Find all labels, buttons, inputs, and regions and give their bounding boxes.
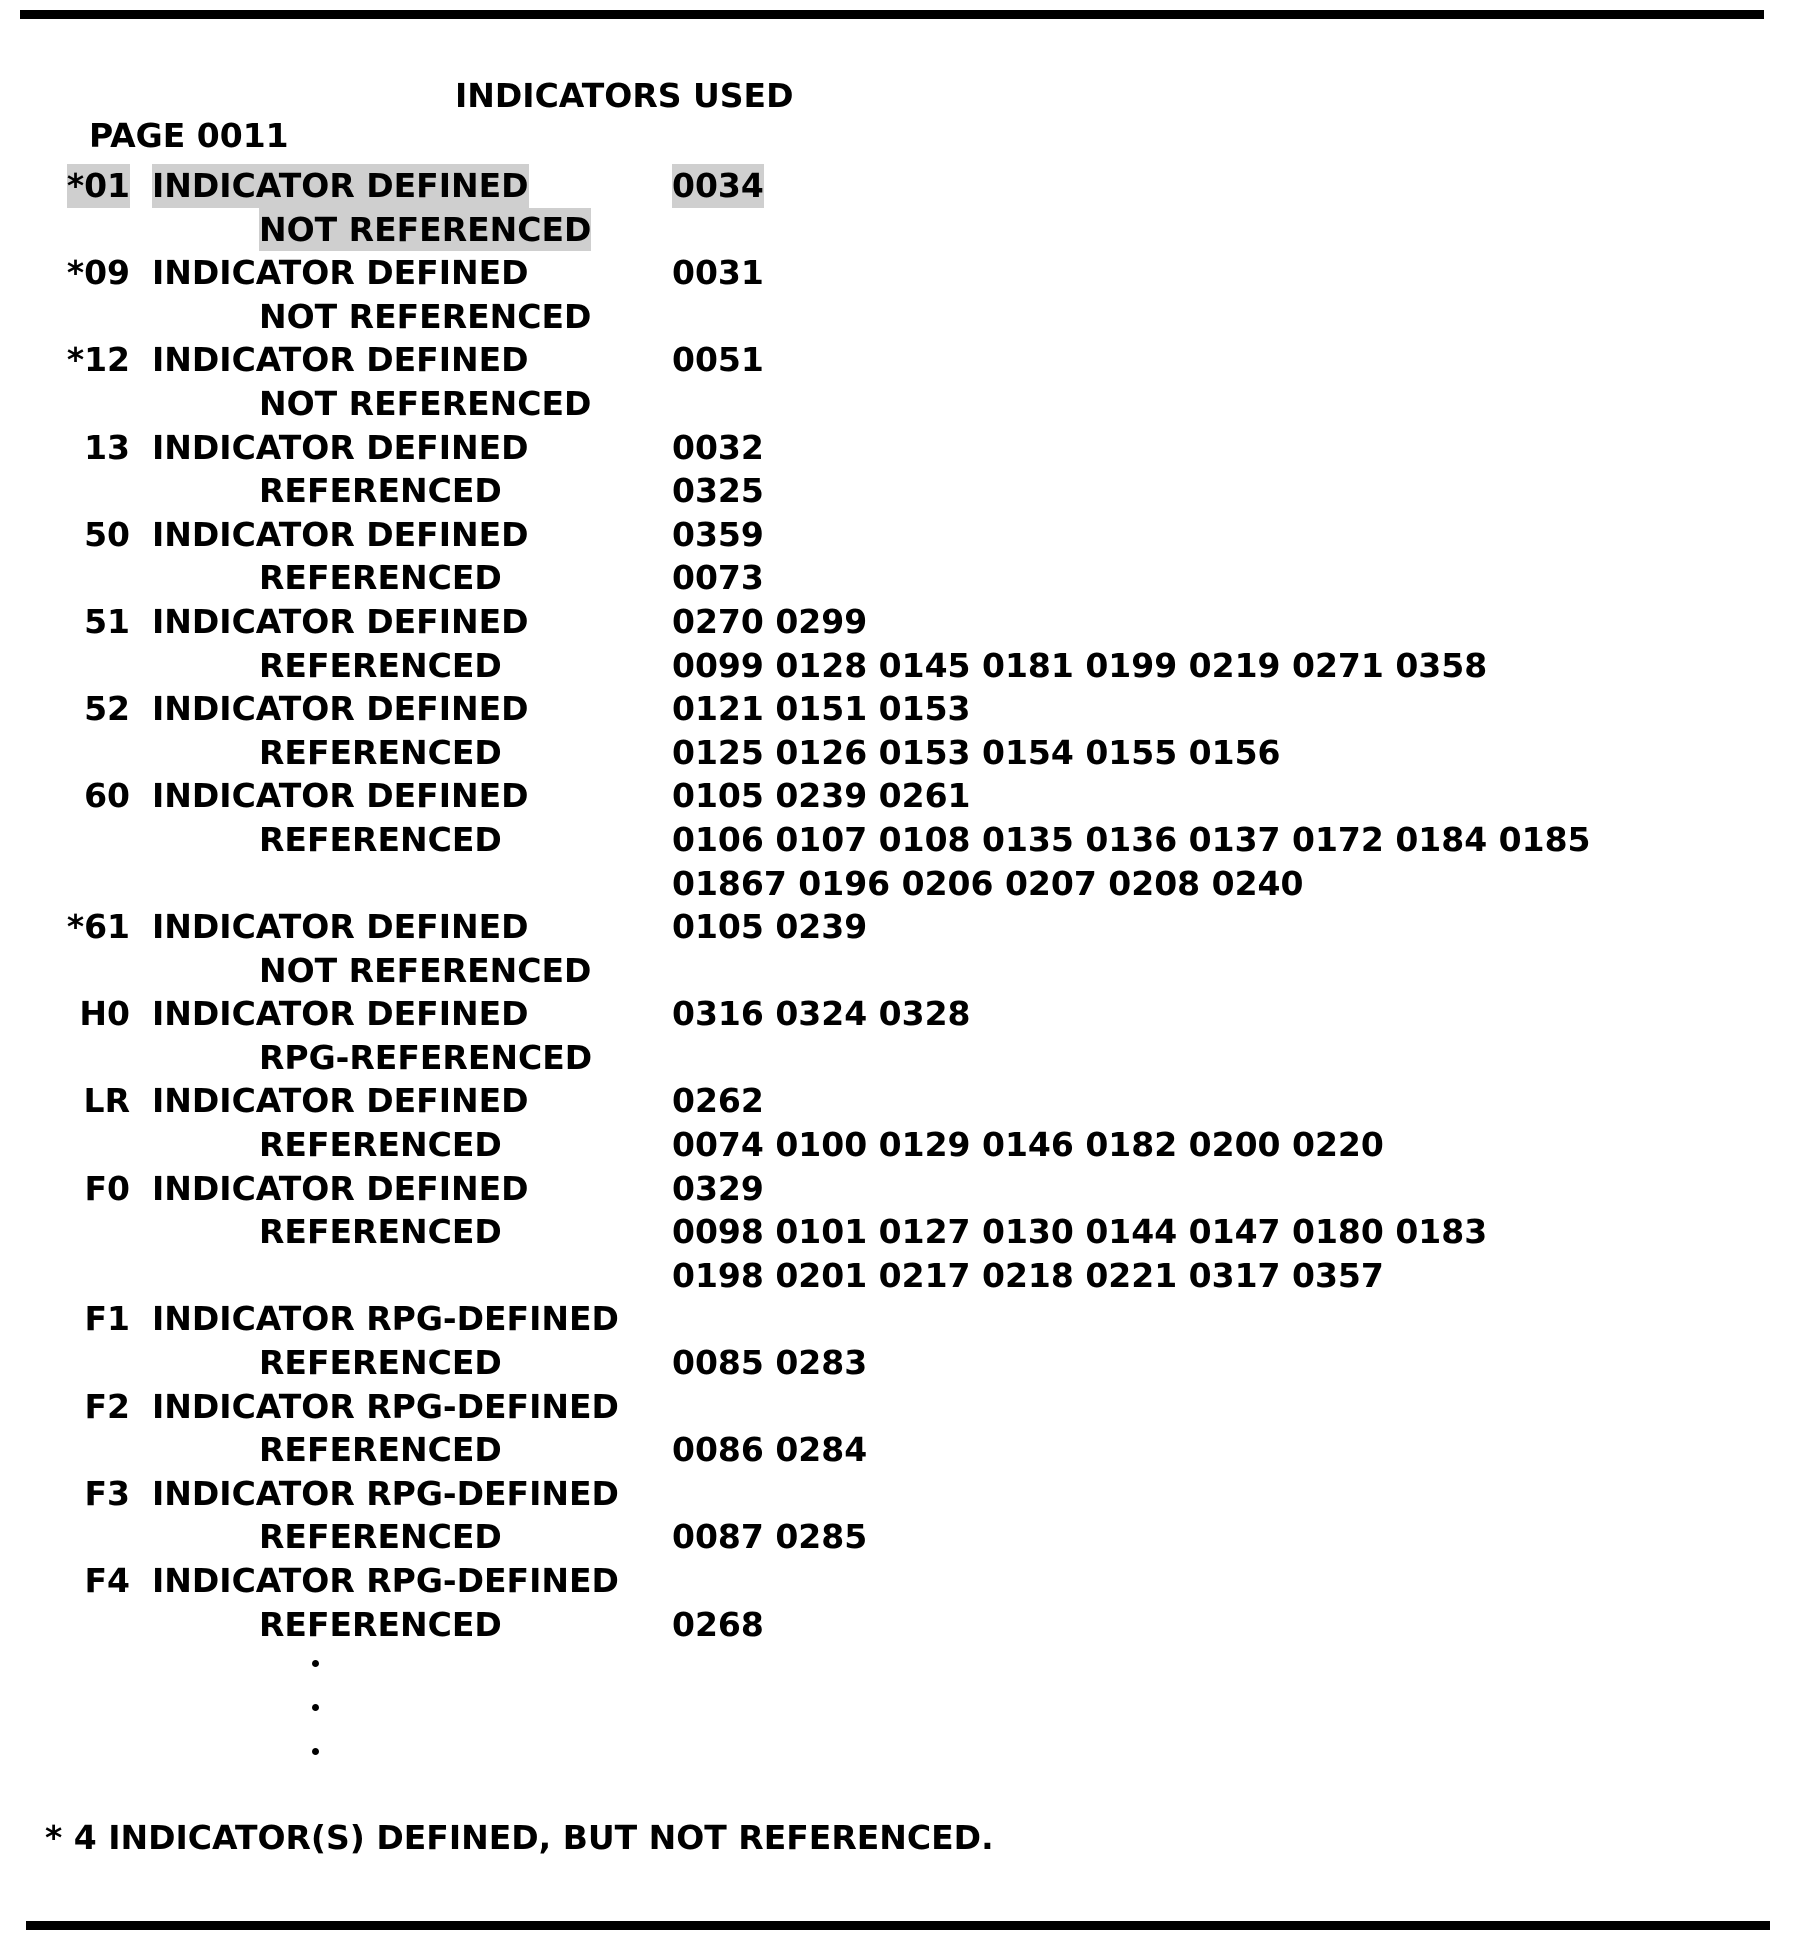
reference-status-label: REFERENCED (259, 471, 502, 511)
indicator-mark (60, 1559, 130, 1603)
indicator-mark (60, 1297, 130, 1341)
reference-status-label: REFERENCED (259, 558, 502, 598)
reference-status-label: RPG-REFERENCED (259, 1037, 593, 1077)
indicator-reference-line (0, 644, 1793, 688)
indicator-mark (60, 426, 130, 470)
indicator-defined-line (0, 513, 1793, 557)
defined-statement-numbers: 0051 (672, 340, 764, 380)
indicator-defined-line (0, 164, 1793, 208)
indicator-id: *09 (66, 253, 130, 293)
indicator-defined-line (0, 1079, 1793, 1123)
defined-label: INDICATOR RPG-DEFINED (152, 1473, 619, 1513)
summary-note: * 4 INDICATOR(S) DEFINED, BUT NOT REFERENCED. (45, 1818, 994, 1857)
reference-status-label: NOT REFERENCED (259, 208, 591, 252)
defined-statement-numbers: 0329 (672, 1168, 764, 1208)
referenced-statement-numbers: 0198 0201 0217 0218 0221 0317 0357 (672, 1255, 1384, 1295)
referenced-statement-numbers: 0086 0284 (672, 1430, 868, 1470)
reference-status-label: NOT REFERENCED (259, 950, 592, 990)
reference-status-label: REFERENCED (259, 1212, 502, 1252)
indicator-id: F3 (84, 1473, 130, 1513)
indicator-id: 60 (84, 776, 130, 816)
indicator-reference-line (0, 556, 1793, 600)
indicator-reference-line (0, 1515, 1793, 1559)
ellipsis-dot (312, 1660, 319, 1667)
indicator-reference-line (0, 731, 1793, 775)
defined-label: INDICATOR DEFINED (152, 253, 529, 293)
reference-status-label: REFERENCED (259, 819, 502, 859)
referenced-statement-numbers: 0087 0285 (672, 1517, 868, 1557)
indicator-defined-line (0, 251, 1793, 295)
indicator-id: H0 (79, 994, 130, 1034)
continuation-dots (312, 1660, 324, 1792)
indicator-mark (60, 1472, 130, 1516)
indicator-reference-line (0, 1036, 1793, 1080)
referenced-statement-numbers: 0268 (672, 1604, 764, 1644)
ellipsis-dot (312, 1704, 319, 1711)
defined-statement-numbers: 0262 (672, 1081, 764, 1121)
indicator-id: F0 (84, 1168, 130, 1208)
referenced-statement-numbers: 0073 (672, 558, 764, 598)
defined-label: INDICATOR DEFINED (152, 427, 529, 467)
indicator-id: LR (83, 1081, 130, 1121)
reference-status-label: REFERENCED (259, 1343, 502, 1383)
indicator-mark (60, 338, 130, 382)
defined-label: INDICATOR DEFINED (152, 164, 529, 208)
defined-statement-numbers: 0031 (672, 253, 764, 293)
indicator-defined-line (0, 1167, 1793, 1211)
referenced-statement-numbers: 0106 0107 0108 0135 0136 0137 0172 0184 0185 (672, 819, 1591, 859)
indicator-defined-line (0, 774, 1793, 818)
indicator-id: F1 (84, 1299, 130, 1339)
defined-label: INDICATOR DEFINED (152, 994, 529, 1034)
reference-status-label: REFERENCED (259, 732, 502, 772)
indicator-id: *12 (66, 340, 130, 380)
indicator-mark (60, 687, 130, 731)
indicator-mark (60, 600, 130, 644)
defined-label: INDICATOR DEFINED (152, 1081, 529, 1121)
indicator-reference-line (0, 208, 1793, 252)
indicator-mark (60, 774, 130, 818)
indicator-mark (60, 905, 130, 949)
top-rule (20, 10, 1764, 19)
defined-label: INDICATOR DEFINED (152, 776, 529, 816)
indicator-id: 51 (84, 601, 130, 641)
reference-status-label: NOT REFERENCED (259, 296, 592, 336)
indicator-reference-line (0, 1341, 1793, 1385)
defined-statement-numbers: 0105 0239 (672, 907, 868, 947)
indicator-mark (60, 992, 130, 1036)
indicator-defined-line (0, 905, 1793, 949)
indicator-defined-line (0, 338, 1793, 382)
indicator-defined-line (0, 1385, 1793, 1429)
indicator-defined-line (0, 600, 1793, 644)
bottom-rule (26, 1921, 1770, 1930)
reference-status-label: REFERENCED (259, 645, 502, 685)
reference-status-label: NOT REFERENCED (259, 383, 592, 423)
indicator-reference-line (0, 818, 1793, 862)
defined-label: INDICATOR DEFINED (152, 689, 529, 729)
indicator-defined-line (0, 687, 1793, 731)
defined-label: INDICATOR DEFINED (152, 340, 529, 380)
reference-status-label: REFERENCED (259, 1604, 502, 1644)
indicator-reference-line (0, 382, 1793, 426)
indicator-mark (60, 513, 130, 557)
indicator-id: 13 (84, 427, 130, 467)
indicator-id: F2 (84, 1386, 130, 1426)
defined-statement-numbers: 0034 (672, 164, 764, 208)
defined-label: INDICATOR RPG-DEFINED (152, 1561, 619, 1600)
indicator-id: F4 (84, 1561, 130, 1600)
defined-label: INDICATOR DEFINED (152, 1168, 529, 1208)
defined-label: INDICATOR RPG-DEFINED (152, 1299, 619, 1339)
indicator-listing (0, 164, 1793, 1646)
ellipsis-dot (312, 1748, 319, 1755)
defined-statement-numbers: 0270 0299 (672, 601, 868, 641)
defined-statement-numbers: 0121 0151 0153 (672, 689, 971, 729)
indicator-mark (60, 251, 130, 295)
referenced-statement-numbers: 0085 0283 (672, 1343, 868, 1383)
defined-label: INDICATOR DEFINED (152, 514, 529, 554)
indicator-id: 50 (84, 514, 130, 554)
referenced-statement-numbers: 01867 0196 0206 0207 0208 0240 (672, 863, 1304, 903)
indicator-defined-line (0, 426, 1793, 470)
indicator-reference-line (0, 949, 1793, 993)
reference-status-label: REFERENCED (259, 1517, 502, 1557)
referenced-statement-numbers: 0125 0126 0153 0154 0155 0156 (672, 732, 1281, 772)
defined-statement-numbers: 0316 0324 0328 (672, 994, 971, 1034)
indicator-id: *61 (66, 907, 130, 947)
indicator-defined-line (0, 1472, 1793, 1516)
reference-status-label: REFERENCED (259, 1125, 502, 1165)
defined-label: INDICATOR DEFINED (152, 601, 529, 641)
defined-statement-numbers: 0032 (672, 427, 764, 467)
indicator-defined-line (0, 1297, 1793, 1341)
indicator-reference-line (0, 1123, 1793, 1167)
indicator-id: 52 (84, 689, 130, 729)
indicator-mark (60, 1385, 130, 1429)
indicator-mark (60, 1167, 130, 1211)
indicator-reference-continuation (0, 862, 1793, 906)
indicator-reference-line (0, 1428, 1793, 1472)
indicator-mark (60, 164, 130, 208)
defined-statement-numbers: 0359 (672, 514, 764, 554)
indicator-reference-continuation (0, 1254, 1793, 1298)
page-title: INDICATORS USED (455, 76, 794, 115)
indicator-reference-line (0, 1603, 1793, 1647)
indicator-id: *01 (67, 164, 130, 208)
indicator-defined-line (0, 992, 1793, 1036)
defined-statement-numbers: 0105 0239 0261 (672, 776, 971, 816)
page-number: PAGE 0011 (88, 116, 289, 155)
defined-label: INDICATOR DEFINED (152, 907, 529, 947)
indicator-defined-line (0, 1559, 1793, 1603)
indicator-reference-line (0, 295, 1793, 339)
referenced-statement-numbers: 0098 0101 0127 0130 0144 0147 0180 0183 (672, 1212, 1488, 1252)
referenced-statement-numbers: 0325 (672, 471, 764, 511)
reference-status-label: REFERENCED (259, 1430, 502, 1470)
referenced-statement-numbers: 0074 0100 0129 0146 0182 0200 0220 (672, 1125, 1384, 1165)
indicator-reference-line (0, 469, 1793, 513)
referenced-statement-numbers: 0099 0128 0145 0181 0199 0219 0271 0358 (672, 645, 1488, 685)
indicator-mark (60, 1079, 130, 1123)
defined-label: INDICATOR RPG-DEFINED (152, 1386, 619, 1426)
indicator-reference-line (0, 1210, 1793, 1254)
